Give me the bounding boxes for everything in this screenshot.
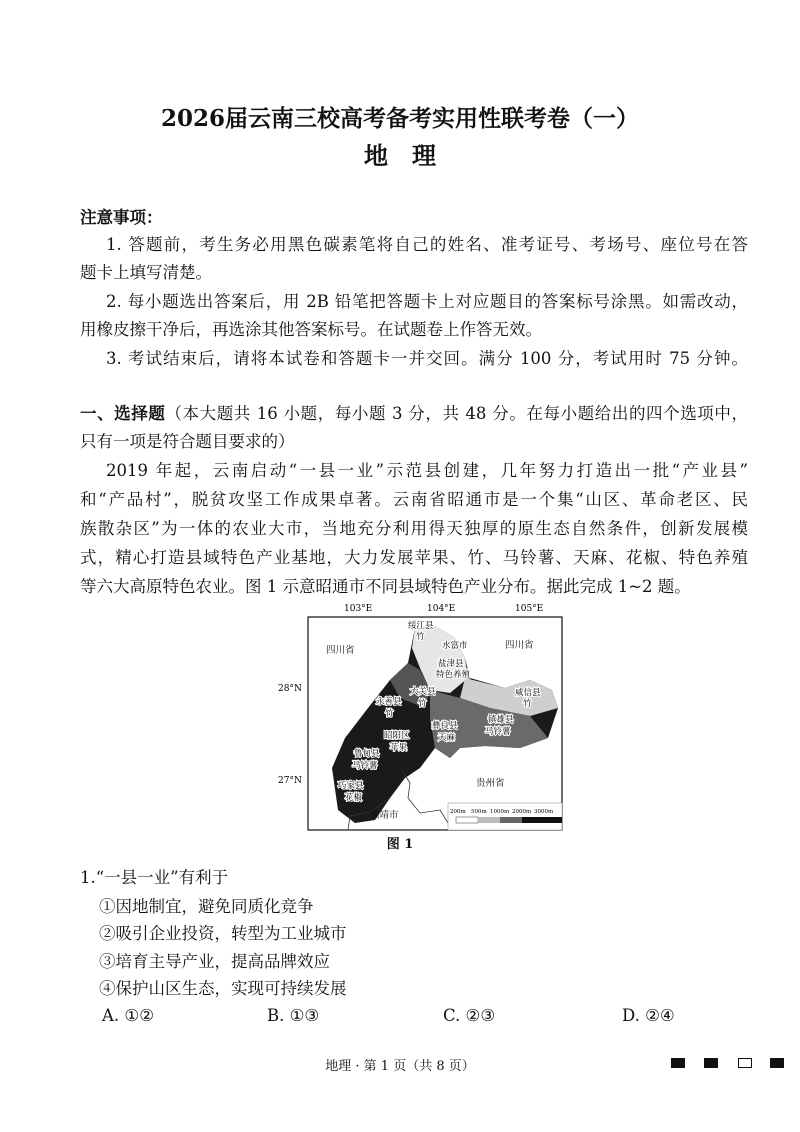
region-label: 四川省 — [505, 640, 534, 651]
legend-label: 200m — [450, 809, 466, 815]
notice-line: 1. 答题前，考生务必用黑色碳素笔将自己的姓名、准考证号、考场号、座位号在答 — [106, 235, 748, 254]
question-stem: 1.“一县一业”有利于 — [80, 868, 229, 887]
section-desc-2: 只有一项是符合题目要求的） — [80, 432, 295, 451]
county-product: 特色养殖 — [436, 670, 471, 680]
lon-tick: 105°E — [515, 604, 544, 614]
page-marker-open — [738, 1058, 752, 1068]
county-product: 马铃薯 — [352, 761, 378, 771]
county-product: 苹果 — [390, 743, 408, 753]
county-product: 竹 — [416, 632, 425, 642]
region-label: 四川省 — [326, 645, 355, 656]
figure-caption: 图 1 — [386, 837, 414, 852]
county-product: 马铃薯 — [485, 727, 511, 737]
page-marker — [704, 1058, 718, 1068]
county-label: 彝良县 — [432, 721, 458, 731]
county-label: 威信县 — [515, 688, 541, 698]
county-product: 竹 — [523, 699, 532, 709]
page-footer: 地理 · 第 1 页（共 8 页） — [325, 1059, 475, 1074]
county-label: 水富市 — [442, 641, 468, 651]
section-intro — [80, 400, 748, 424]
passage-line: 2019 年起，云南启动“一县一业”示范县创建，几年努力打造出一批“产业县” — [106, 461, 748, 480]
county-product: 竹 — [418, 699, 427, 709]
page-marker — [671, 1058, 685, 1068]
answer-option-a[interactable]: A. ①② — [102, 1006, 154, 1025]
county-label: 绥江县 — [408, 621, 434, 631]
page-marker — [770, 1058, 784, 1068]
section-heading: 一、选择题 — [80, 404, 166, 423]
region-label: 贵州省 — [476, 778, 505, 789]
answer-option-d[interactable]: D. ②④ — [622, 1006, 675, 1025]
notice-line: 用橡皮擦干净后，再选涂其他答案标号。在试题卷上作答无效。 — [80, 320, 542, 339]
passage-line: 等六大高原特色农业。图 1 示意昭通市不同县域特色产业分布。据此完成 1~2 题。 — [80, 577, 691, 596]
question-item: ②吸引企业投资，转型为工业城市 — [99, 924, 347, 943]
passage-line: 族散杂区”为一体的农业大市，当地充分利用得天独厚的原生态自然条件，创新发展模 — [80, 519, 748, 538]
legend-label: 2000m — [512, 809, 532, 815]
passage-line: 式，精心打造县域特色产业基地，大力发展苹果、竹、马铃薯、天麻、花椒、特色养殖 — [80, 548, 748, 567]
lat-tick: 28°N — [278, 684, 302, 694]
legend-label: 3000m — [534, 809, 554, 815]
county-label: 巧家县 — [338, 781, 364, 791]
notice-line: 题卡上填写清楚。 — [80, 263, 212, 282]
county-label: 永善县 — [376, 697, 402, 707]
county-label: 盐津县 — [438, 659, 464, 669]
notice-line: 3. 考试结束后，请将本试卷和答题卡一并交回。满分 100 分，考试用时 75 分钟。 — [106, 349, 748, 368]
elevation-legend — [448, 803, 562, 830]
exam-title: 2026届云南三校高考备考实用性联考卷（一） — [160, 105, 639, 132]
passage-line: 和“产品村”，脱贫攻坚工作成果卓著。云南省昭通市是一个集“山区、革命老区、民 — [80, 490, 748, 509]
subject-title: 地 理 — [364, 141, 436, 170]
county-product: 花椒 — [345, 793, 363, 803]
notice-heading: 注意事项： — [80, 208, 163, 227]
question-item: ①因地制宜，避免同质化竞争 — [99, 897, 314, 916]
notice-line: 2. 每小题选出答案后，用 2B 铅笔把答题卡上对应题目的答案标号涂黑。如需改动， — [106, 292, 748, 311]
lon-tick: 103°E — [344, 604, 373, 614]
county-product: 天麻 — [438, 733, 456, 743]
legend-label: 1000m — [490, 809, 510, 815]
county-label: 昭阳区 — [384, 731, 410, 741]
county-label: 镇雄县 — [488, 715, 514, 725]
section-desc: （本大题共 16 小题，每小题 3 分，共 48 分。在每小题给出的四个选项中， — [165, 404, 748, 423]
county-label: 鲁甸县 — [354, 749, 380, 759]
lon-tick: 104°E — [427, 604, 456, 614]
county-product: 竹 — [385, 709, 394, 719]
answer-option-b[interactable]: B. ①③ — [267, 1006, 320, 1025]
county-label: 大关县 — [410, 687, 436, 697]
question-item: ③培育主导产业，提高品牌效应 — [99, 952, 330, 971]
question-item: ④保护山区生态，实现可持续发展 — [99, 979, 347, 998]
legend-label: 500m — [471, 809, 487, 815]
lat-tick: 27°N — [278, 776, 302, 786]
region-label: 曲靖市 — [370, 810, 399, 821]
answer-option-c[interactable]: C. ②③ — [443, 1006, 496, 1025]
map-figure — [278, 598, 562, 838]
